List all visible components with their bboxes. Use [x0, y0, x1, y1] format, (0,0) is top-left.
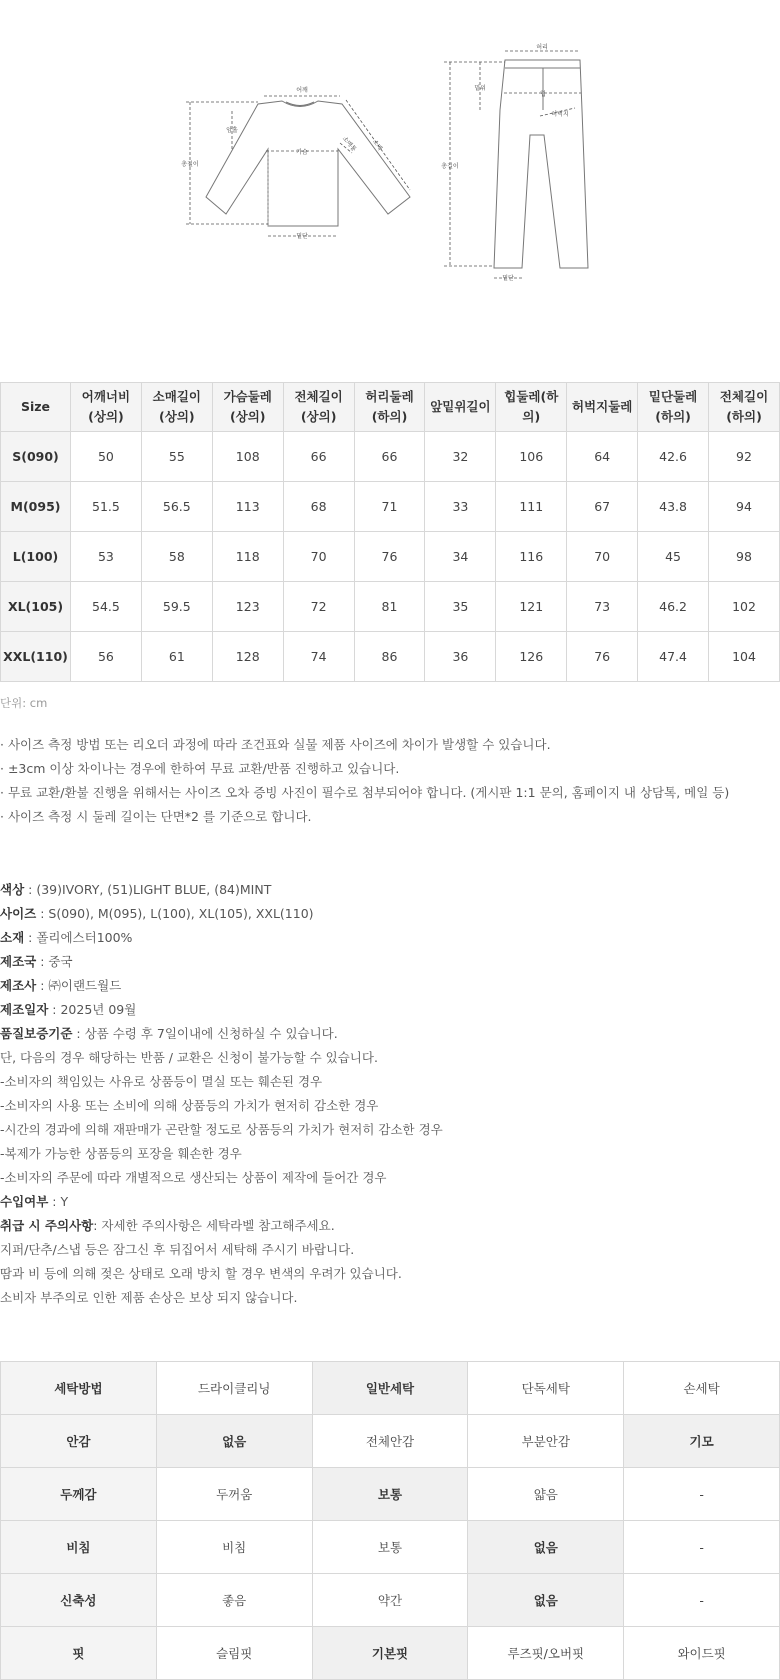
- value-cell: 35: [425, 582, 496, 632]
- value-cell: 76: [354, 532, 425, 582]
- table-row: [1, 482, 780, 532]
- size-cell: XL(105): [1, 582, 71, 632]
- care-cell: 보통: [312, 1521, 468, 1574]
- top-label-total-length: 총길이: [181, 161, 199, 168]
- value-cell: 36: [425, 632, 496, 682]
- size-table: [0, 382, 780, 682]
- value-cell: 70: [283, 532, 354, 582]
- header-front-rise: 앞밑위길이: [425, 383, 496, 432]
- header-sleeve-length: 소매길이(상의): [141, 383, 212, 432]
- care-cell: 루즈핏/오버핏: [468, 1627, 624, 1680]
- care-cell: 와이드핏: [624, 1627, 780, 1680]
- care-cell: 핏: [1, 1627, 157, 1680]
- list-item: · 무료 교환/환불 진행을 위해서는 사이즈 오차 증빙 사진이 필수로 첨부되어야 합니다. (게시판 1:1 문의, 홈페이지 내 상담톡, 메일 등): [0, 781, 729, 805]
- value-cell: 108: [212, 432, 283, 482]
- value-cell: 66: [354, 432, 425, 482]
- value-cell: 54.5: [71, 582, 142, 632]
- bottom-label-hem: 밑단: [502, 275, 514, 282]
- info-line: -시간의 경과에 의해 재판매가 곤란할 정도로 상품등의 가치가 현저히 감소한 경우: [0, 1122, 443, 1137]
- info-line: 땀과 비 등에 의해 젖은 상태로 오래 방치 할 경우 변색의 우려가 있습니다.: [0, 1266, 402, 1281]
- info-line: -소비자의 책임있는 사유로 상품등이 멸실 또는 훼손된 경우: [0, 1074, 323, 1089]
- table-row: [1, 432, 780, 482]
- care-row-thickness: [1, 1468, 780, 1521]
- info-line: 소비자 부주의로 인한 제품 손상은 보상 되지 않습니다.: [0, 1290, 298, 1305]
- value-cell: 81: [354, 582, 425, 632]
- info-line: 제조사 : ㈜이랜드월드: [0, 978, 122, 993]
- top-label-shoulder: 어깨: [296, 87, 308, 94]
- care-cell: 전체안감: [312, 1415, 468, 1468]
- value-cell: 86: [354, 632, 425, 682]
- value-cell: 104: [709, 632, 780, 682]
- top-label-armhole: 암홀: [226, 127, 238, 134]
- care-row-sheerness: [1, 1521, 780, 1574]
- care-row-stretch: [1, 1574, 780, 1627]
- value-cell: 43.8: [638, 482, 709, 532]
- size-notes-list: [0, 733, 729, 829]
- size-cell: L(100): [1, 532, 71, 582]
- care-cell: 단독세탁: [468, 1362, 624, 1415]
- value-cell: 121: [496, 582, 567, 632]
- care-cell: -: [624, 1521, 780, 1574]
- info-line: 제조국 : 중국: [0, 954, 73, 969]
- care-table: [0, 1361, 780, 1680]
- info-line: 수입여부 : Y: [0, 1194, 69, 1209]
- value-cell: 71: [354, 482, 425, 532]
- value-cell: 116: [496, 532, 567, 582]
- bottom-label-waist: 허리: [536, 44, 548, 51]
- value-cell: 55: [141, 432, 212, 482]
- value-cell: 64: [567, 432, 638, 482]
- top-label-sleeve: 소매: [371, 138, 384, 152]
- value-cell: 33: [425, 482, 496, 532]
- value-cell: 56: [71, 632, 142, 682]
- info-line: 지퍼/단추/스냅 등은 잠그신 후 뒤집어서 세탁해 주시기 바랍니다.: [0, 1242, 355, 1257]
- care-cell: 보통: [312, 1468, 468, 1521]
- value-cell: 59.5: [141, 582, 212, 632]
- care-cell: 기본핏: [312, 1627, 468, 1680]
- value-cell: 58: [141, 532, 212, 582]
- size-cell: XXL(110): [1, 632, 71, 682]
- bottom-label-thigh: 허벅지: [551, 111, 569, 118]
- top-measure-lines: [186, 96, 410, 236]
- measurement-diagram: [0, 0, 780, 320]
- value-cell: 42.6: [638, 432, 709, 482]
- value-cell: 61: [141, 632, 212, 682]
- value-cell: 67: [567, 482, 638, 532]
- info-line: 취급 시 주의사항: 자세한 주의사항은 세탁라벨 참고해주세요.: [0, 1218, 335, 1233]
- list-item: · 사이즈 측정 방법 또는 리오더 과정에 따라 조건표와 실물 제품 사이즈에 차이가 발생할 수 있습니다.: [0, 733, 729, 757]
- care-row-lining: [1, 1415, 780, 1468]
- care-cell: 두꺼움: [156, 1468, 312, 1521]
- care-cell: 두께감: [1, 1468, 157, 1521]
- size-table-header-row: [1, 383, 780, 432]
- value-cell: 34: [425, 532, 496, 582]
- care-cell: 기모: [624, 1415, 780, 1468]
- value-cell: 113: [212, 482, 283, 532]
- care-cell: 세탁방법: [1, 1362, 157, 1415]
- product-info: [0, 878, 443, 1310]
- value-cell: 32: [425, 432, 496, 482]
- value-cell: 98: [709, 532, 780, 582]
- header-bottom-length: 전체길이(하의): [709, 383, 780, 432]
- care-cell: 손세탁: [624, 1362, 780, 1415]
- care-cell: -: [624, 1574, 780, 1627]
- header-size: Size: [1, 383, 71, 432]
- care-cell: 없음: [156, 1415, 312, 1468]
- care-cell: -: [624, 1468, 780, 1521]
- value-cell: 118: [212, 532, 283, 582]
- value-cell: 111: [496, 482, 567, 532]
- value-cell: 73: [567, 582, 638, 632]
- bottom-measure-lines: [444, 51, 581, 278]
- info-line: 사이즈 : S(090), M(095), L(100), XL(105), XXL(110): [0, 906, 314, 921]
- care-cell: 드라이클리닝: [156, 1362, 312, 1415]
- care-cell: 슬림핏: [156, 1627, 312, 1680]
- table-row: [1, 532, 780, 582]
- value-cell: 47.4: [638, 632, 709, 682]
- care-cell: 없음: [468, 1521, 624, 1574]
- care-cell: 안감: [1, 1415, 157, 1468]
- value-cell: 46.2: [638, 582, 709, 632]
- care-row-fit: [1, 1627, 780, 1680]
- care-cell: 비침: [156, 1521, 312, 1574]
- unit-label: 단위: cm: [0, 696, 48, 710]
- value-cell: 74: [283, 632, 354, 682]
- care-cell: 부분안감: [468, 1415, 624, 1468]
- bottom-label-rise: 밑위: [474, 85, 486, 92]
- care-cell: 좋음: [156, 1574, 312, 1627]
- value-cell: 126: [496, 632, 567, 682]
- table-row: [1, 582, 780, 632]
- table-row: [1, 632, 780, 682]
- header-chest: 가슴둘레(상의): [212, 383, 283, 432]
- info-line: 제조일자 : 2025년 09월: [0, 1002, 137, 1017]
- value-cell: 53: [71, 532, 142, 582]
- value-cell: 76: [567, 632, 638, 682]
- value-cell: 94: [709, 482, 780, 532]
- care-cell: 약간: [312, 1574, 468, 1627]
- bottom-label-hip: 힙: [540, 91, 546, 98]
- value-cell: 72: [283, 582, 354, 632]
- header-waist: 허리둘레(하의): [354, 383, 425, 432]
- top-garment-illustration: [206, 101, 410, 226]
- info-line: 단, 다음의 경우 해당하는 반품 / 교환은 신청이 불가능할 수 있습니다.: [0, 1050, 378, 1065]
- header-thigh: 허벅지둘레: [567, 383, 638, 432]
- value-cell: 50: [71, 432, 142, 482]
- bottom-label-total-length: 총길이: [441, 163, 459, 170]
- size-cell: S(090): [1, 432, 71, 482]
- header-hip: 힙둘레(하의): [496, 383, 567, 432]
- info-line: -복제가 가능한 상품등의 포장을 훼손한 경우: [0, 1146, 242, 1161]
- header-hem: 밑단둘레(하의): [638, 383, 709, 432]
- info-line: -소비자의 사용 또는 소비에 의해 상품등의 가치가 현저히 감소한 경우: [0, 1098, 379, 1113]
- care-cell: 없음: [468, 1574, 624, 1627]
- header-top-length: 전체길이(상의): [283, 383, 354, 432]
- value-cell: 56.5: [141, 482, 212, 532]
- value-cell: 106: [496, 432, 567, 482]
- info-line: 소재 : 폴리에스터100%: [0, 930, 133, 945]
- value-cell: 51.5: [71, 482, 142, 532]
- info-line: -소비자의 주문에 따라 개별적으로 생산되는 상품이 제작에 들어간 경우: [0, 1170, 387, 1185]
- info-line: 품질보증기준 : 상품 수령 후 7일이내에 신청하실 수 있습니다.: [0, 1026, 338, 1041]
- value-cell: 45: [638, 532, 709, 582]
- value-cell: 128: [212, 632, 283, 682]
- value-cell: 123: [212, 582, 283, 632]
- top-label-sleeve-hem: 소매통: [340, 135, 358, 153]
- top-label-hem: 밑단: [296, 233, 308, 240]
- value-cell: 102: [709, 582, 780, 632]
- care-cell: 비침: [1, 1521, 157, 1574]
- care-cell: 얇음: [468, 1468, 624, 1521]
- value-cell: 68: [283, 482, 354, 532]
- care-cell: 일반세탁: [312, 1362, 468, 1415]
- value-cell: 70: [567, 532, 638, 582]
- size-cell: M(095): [1, 482, 71, 532]
- value-cell: 92: [709, 432, 780, 482]
- care-row-wash: [1, 1362, 780, 1415]
- header-shoulder-width: 어깨너비(상의): [71, 383, 142, 432]
- list-item: · 사이즈 측정 시 둘레 길이는 단면*2 를 기준으로 합니다.: [0, 805, 729, 829]
- value-cell: 66: [283, 432, 354, 482]
- top-label-chest: 가슴: [296, 149, 308, 156]
- care-cell: 신축성: [1, 1574, 157, 1627]
- info-line: 색상 : (39)IVORY, (51)LIGHT BLUE, (84)MINT: [0, 882, 272, 897]
- list-item: · ±3cm 이상 차이나는 경우에 한하여 무료 교환/반품 진행하고 있습니다.: [0, 757, 729, 781]
